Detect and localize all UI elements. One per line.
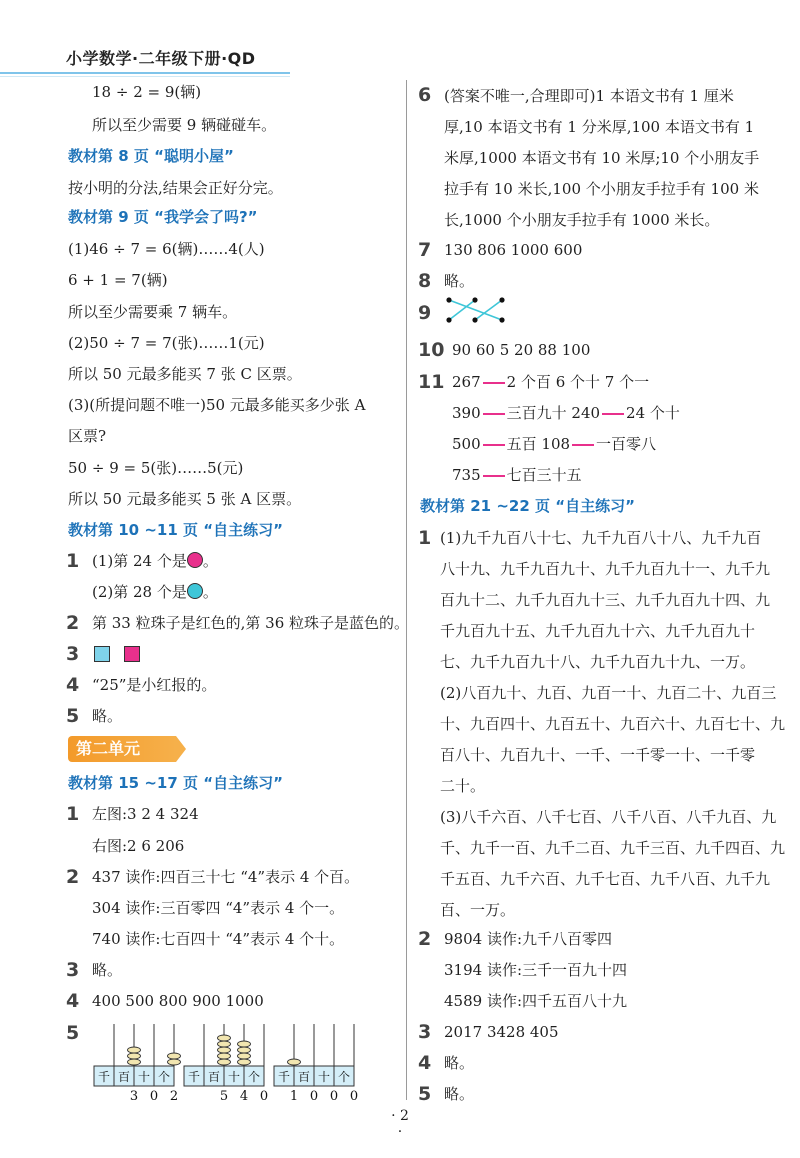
answer-line: 米厚,1000 本语文书有 10 米厚;10 个小朋友手 [444, 149, 760, 167]
magenta-bead-icon [187, 552, 203, 568]
place-label: 个 [157, 1070, 171, 1084]
answer-line: 右图:2 6 206 [92, 837, 185, 855]
match-line [449, 300, 475, 320]
place-label: 百 [117, 1070, 131, 1084]
abacus-digit: 2 [169, 1089, 179, 1102]
match-line [475, 300, 502, 320]
header-rule-thin [0, 76, 290, 77]
answer-line: 所以至少需要 9 辆碰碰车。 [92, 116, 277, 134]
answer-line: 437 读作:四百三十七 “4”表示 4 个百。 [92, 868, 360, 886]
question-number: 1 [66, 803, 80, 825]
answer-line: (答案不唯一,合理即可)1 本语文书有 1 厘米 [444, 87, 734, 105]
section-heading: 教材第 10 ~11 页 “自主练习” [68, 521, 283, 539]
answer-line: 百、一万。 [440, 901, 516, 919]
question-number: 3 [66, 643, 80, 665]
abacus-digit: 0 [149, 1089, 159, 1102]
answer-line: 厚,10 本语文书有 1 分米厚,100 本语文书有 1 [444, 118, 755, 136]
place-label: 十 [227, 1070, 241, 1084]
abacus-digit: 0 [329, 1089, 339, 1102]
abacus-digit: 0 [349, 1089, 359, 1102]
abacus-bead [128, 1059, 141, 1065]
question-number: 4 [418, 1052, 432, 1074]
answer-line: 略。 [444, 1085, 475, 1103]
answer-line: 50 ÷ 9 = 5(张)……5(元) [68, 459, 244, 477]
number-text: 500 [452, 435, 481, 453]
question-number: 5 [418, 1083, 432, 1105]
abacus-bead [238, 1053, 251, 1059]
answer-text: 一百零八 [596, 435, 657, 453]
question-number: 9 [418, 302, 432, 324]
dot [499, 297, 504, 302]
answer-line: 所以 50 元最多能买 7 张 C 区票。 [68, 365, 302, 383]
abacus-bead [128, 1047, 141, 1053]
answer-line: 七、九千九百九十八、九千九百九十九、一万。 [440, 653, 756, 671]
answer-line: 略。 [92, 707, 123, 725]
abacus-bead [218, 1041, 231, 1047]
answer-line: (1)46 ÷ 7 = 6(辆)……4(人) [68, 240, 265, 258]
answer-text: 24 个十 [626, 404, 680, 422]
answer-line [452, 372, 649, 392]
abacus-bead [238, 1041, 251, 1047]
abacus-bead [238, 1059, 251, 1065]
place-label: 个 [337, 1070, 351, 1084]
answer-line: 所以至少需要乘 7 辆车。 [68, 303, 238, 321]
answer-line: (3)(所提问题不唯一)50 元最多能买多少张 A [68, 396, 366, 414]
section-heading: 教材第 15 ~17 页 “自主练习” [68, 774, 283, 792]
place-label: 个 [247, 1070, 261, 1084]
abacus-bead [218, 1035, 231, 1041]
unit-title: 第二单元 [76, 739, 141, 758]
dot [446, 297, 451, 302]
answer-line [452, 465, 582, 485]
abacus-bead [168, 1053, 181, 1059]
answer-line: (1)九千九百八十七、九千九百八十八、九千九百 [440, 529, 762, 547]
answer-line: (3)八千六百、八千七百、八千八百、八千九百、九 [440, 808, 777, 826]
answer-text: 七百三十五 [506, 466, 582, 484]
answer-line: 所以 50 元最多能买 5 张 A 区票。 [68, 490, 302, 508]
abacus-digit: 1 [289, 1089, 299, 1102]
answer-line: 3194 读作:三千一百九十四 [444, 961, 627, 979]
question-number: 4 [66, 674, 80, 696]
answer-line: 千九百九十五、九千九百九十六、九千九百九十 [440, 622, 756, 640]
answer-line: 十、九百四十、九百五十、九百六十、九百七十、九 [440, 715, 786, 733]
answer-line: 百八十、九百九十、一千、一千零一十、一千零 [440, 746, 756, 764]
question-number: 3 [66, 959, 80, 981]
abacus-bead [218, 1047, 231, 1053]
connector-line [572, 444, 594, 446]
number-text: 735 [452, 466, 481, 484]
dot [446, 317, 451, 322]
cyan-square-icon [94, 646, 110, 662]
header-rule [0, 72, 290, 74]
number-text: 390 [452, 404, 481, 422]
question-number: 11 [418, 371, 445, 393]
answer-line: 130 806 1000 600 [444, 241, 583, 259]
question-number: 5 [66, 1022, 80, 1044]
question-number: 4 [66, 990, 80, 1012]
question-number: 6 [418, 84, 432, 106]
answer-line: 按小明的分法,结果会正好分完。 [68, 179, 283, 197]
answer-line: 千、九千一百、九千二百、九千三百、九千四百、九 [440, 839, 786, 857]
place-label: 十 [317, 1070, 331, 1084]
answer-line: 740 读作:七百四十 “4”表示 4 个十。 [92, 930, 345, 948]
answer-line: 区票? [68, 427, 107, 445]
answer-line: 千五百、九千六百、九千七百、九千八百、九千九 [440, 870, 771, 888]
answer-text: 2 个百 6 个十 7 个一 [506, 373, 650, 391]
connector-line [602, 413, 624, 415]
answer-line: 6 + 1 = 7(辆) [68, 271, 168, 289]
answer-line [452, 403, 680, 423]
connector-line [483, 413, 505, 415]
answer-line: (2)50 ÷ 7 = 7(张)……1(元) [68, 334, 265, 352]
abacus-bead [238, 1047, 251, 1053]
answer-text: 五百 108 [506, 435, 571, 453]
abacus-digit: 5 [219, 1089, 229, 1102]
answer-line [92, 551, 218, 571]
answer-text: (1)第 24 个是 [92, 552, 187, 570]
abacus-bead [218, 1059, 231, 1065]
question-number: 5 [66, 705, 80, 727]
abacus-figure [90, 1018, 370, 1102]
answer-line: 八十九、九千九百九十、九千九百九十一、九千九 [440, 560, 771, 578]
answer-line: 9804 读作:九千八百零四 [444, 930, 612, 948]
dot [472, 297, 477, 302]
question-number: 3 [418, 1021, 432, 1043]
answer-line: 拉手有 10 米长,100 个小朋友手拉手有 100 米 [444, 180, 759, 198]
answer-text: 三百九十 240 [506, 404, 601, 422]
section-heading: 教材第 21 ~22 页 “自主练习” [420, 497, 635, 515]
answer-line: “25”是小红报的。 [92, 676, 217, 694]
question-number: 2 [66, 612, 80, 634]
dot [499, 317, 504, 322]
question-number: 8 [418, 270, 432, 292]
match-line [449, 300, 502, 320]
connector-line [483, 444, 505, 446]
abacus-bead [128, 1053, 141, 1059]
place-label: 百 [207, 1070, 221, 1084]
answer-line: 百九十二、九千九百九十三、九千九百九十四、九 [440, 591, 771, 609]
abacus-digit: 3 [129, 1089, 139, 1102]
magenta-square-icon [124, 646, 140, 662]
abacus-bead [288, 1059, 301, 1065]
dot [472, 317, 477, 322]
answer-line: 略。 [444, 1054, 475, 1072]
number-text: 267 [452, 373, 481, 391]
answer-line: 90 60 5 20 88 100 [452, 341, 591, 359]
answer-line: 左图:3 2 4 324 [92, 805, 199, 823]
answer-line: 4589 读作:四千五百八十九 [444, 992, 627, 1010]
abacus-digit: 0 [309, 1089, 319, 1102]
abacus-bead [218, 1053, 231, 1059]
place-label: 千 [187, 1070, 201, 1084]
section-heading: 教材第 9 页 “我学会了吗?” [68, 208, 258, 226]
connector-line [483, 475, 505, 477]
answer-line: 18 ÷ 2 = 9(辆) [92, 83, 202, 101]
answer-line: 长,1000 个小朋友手拉手有 1000 米长。 [444, 211, 720, 229]
answer-text: (2)第 28 个是 [92, 583, 187, 601]
answer-line [452, 434, 656, 454]
answer-line: 第 33 粒珠子是红色的,第 36 粒珠子是蓝色的。 [92, 614, 410, 632]
abacus-digit: 0 [259, 1089, 269, 1102]
period: 。 [202, 583, 218, 601]
answer-line: 略。 [444, 272, 475, 290]
section-heading: 教材第 8 页 “聪明小屋” [68, 147, 234, 165]
place-label: 千 [97, 1070, 111, 1084]
answer-line: (2)八百九十、九百、九百一十、九百二十、九百三 [440, 684, 777, 702]
unit-badge [68, 736, 176, 762]
page-number: · 2 · [391, 1108, 409, 1140]
column-divider [406, 80, 407, 1100]
question-number: 7 [418, 239, 432, 261]
question-number: 1 [66, 550, 80, 572]
matching-lines-figure [444, 296, 510, 326]
abacus-bead [168, 1059, 181, 1065]
place-label: 百 [297, 1070, 311, 1084]
answer-line: 2017 3428 405 [444, 1023, 559, 1041]
question-number: 2 [418, 928, 432, 950]
place-label: 十 [137, 1070, 151, 1084]
header-title: 小学数学·二年级下册·QD [66, 49, 256, 68]
answer-line [92, 582, 218, 602]
place-label: 千 [277, 1070, 291, 1084]
question-number: 2 [66, 866, 80, 888]
answer-line: 304 读作:三百零四 “4”表示 4 个一。 [92, 899, 345, 917]
question-number: 1 [418, 527, 432, 549]
answer-line: 略。 [92, 961, 123, 979]
cyan-bead-icon [187, 583, 203, 599]
abacus-digit: 4 [239, 1089, 249, 1102]
answer-line: 400 500 800 900 1000 [92, 992, 264, 1010]
period: 。 [202, 552, 218, 570]
question-number: 10 [418, 339, 445, 361]
connector-line [483, 382, 505, 384]
answer-line: 二十。 [440, 777, 486, 795]
